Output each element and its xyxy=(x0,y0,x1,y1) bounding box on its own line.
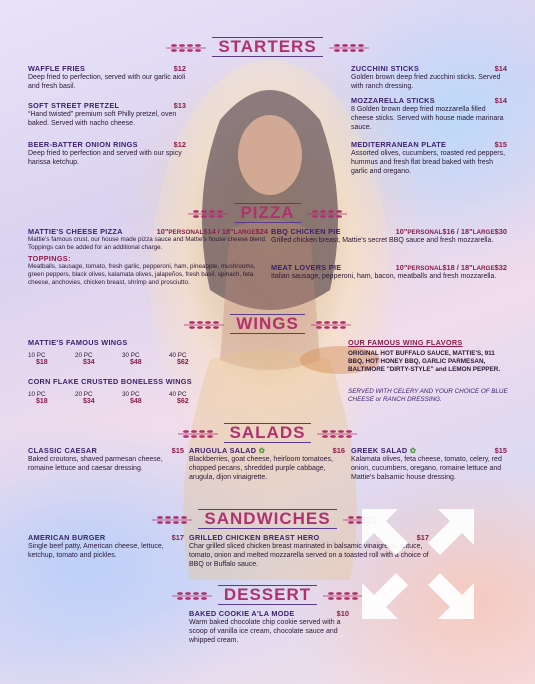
menu-item-onion-rings xyxy=(28,140,186,167)
menu-item-greek-salad xyxy=(351,446,507,482)
wing-size-option: 10 PC $18 xyxy=(28,352,48,366)
wing-flavors-box xyxy=(348,338,508,404)
item-name: CLASSIC CAESAR xyxy=(28,446,98,455)
wing-size-option: 10 PC $18 xyxy=(28,391,48,405)
leaf-flourish-ornament-icon xyxy=(305,208,349,220)
item-price: $15 xyxy=(494,446,507,455)
item-name: MEDITERRANEAN PLATE xyxy=(351,140,447,149)
leaf-flourish-ornament-icon xyxy=(182,319,226,331)
item-name: AMERICAN BURGER xyxy=(28,533,106,542)
menu-item-boneless-wings xyxy=(28,377,228,405)
menu-item-baked-cookie xyxy=(189,609,349,645)
item-name: MATTIE'S CHEESE PIZZA xyxy=(28,227,123,236)
item-price: 10"PERSONAL$18 / 18"LARGE$32 xyxy=(395,263,507,272)
wing-size-option: 20 PC $34 xyxy=(75,391,95,405)
section-title-salads: SALADS xyxy=(0,423,535,443)
menu-item-soft-pretzel xyxy=(28,101,186,128)
item-price: $14 xyxy=(494,64,507,73)
leaf-icon: ✿ xyxy=(258,446,266,455)
leaf-flourish-ornament-icon xyxy=(150,514,194,526)
menu-item-waffle-fries xyxy=(28,64,186,91)
item-name: GRILLED CHICKEN BREAST HERO xyxy=(189,533,320,542)
menu-item-bbq-chicken-pie xyxy=(271,227,507,245)
menu-item-classic-caesar xyxy=(28,446,184,473)
section-title-sandwiches: SANDWICHES xyxy=(0,509,535,529)
menu-item-famous-wings xyxy=(28,338,228,366)
section-title-wings: WINGS xyxy=(0,314,535,334)
item-description: Grilled chicken breast, Mattie's secret BBQ sauce and fresh mozzarella. xyxy=(271,237,494,244)
section-title-dessert: DESSERT xyxy=(0,585,535,605)
item-price: $15 xyxy=(494,140,507,149)
wing-size-option: 20 PC $34 xyxy=(75,352,95,366)
item-name: SOFT STREET PRETZEL xyxy=(28,101,120,110)
item-name: MOZZARELLA STICKS xyxy=(351,96,435,105)
item-description: Italian sausage, pepperoni, ham, bacon, meatballs and fresh mozzarella. xyxy=(271,273,497,280)
menu-item-arugula-salad xyxy=(189,446,345,482)
leaf-flourish-ornament-icon xyxy=(315,428,359,440)
menu-item-mattie-cheese-pizza xyxy=(28,227,268,287)
item-price: $12 xyxy=(173,64,186,73)
item-description: Char grilled sliced chicken breast marinated in balsamic vinaigrette, lettuce, tomato, onion and melted mozzarella served on a toasted roll with a choice of BBQ or Buffalo sauce. xyxy=(189,543,429,568)
section-title-pizza: PIZZA xyxy=(0,203,535,223)
wing-flavors-title: OUR FAMOUS WING FLAVORS xyxy=(348,338,463,347)
item-name: BBQ CHICKEN PIE xyxy=(271,227,341,236)
item-price: $14 xyxy=(494,96,507,105)
item-price: $16 xyxy=(332,446,345,455)
item-description: Baked croutons, shaved parmesan cheese, romaine lettuce and caesar dressing. xyxy=(28,456,163,472)
wing-size-option: 40 PC $62 xyxy=(169,391,189,405)
leaf-flourish-ornament-icon xyxy=(309,319,353,331)
item-price: $15 xyxy=(171,446,184,455)
item-name: WAFFLE FRIES xyxy=(28,64,86,73)
leaf-flourish-ornament-icon xyxy=(176,428,220,440)
item-name: MEAT LOVERS PIE xyxy=(271,263,342,272)
wing-size-option: 30 PC $48 xyxy=(122,352,142,366)
item-price: $17 xyxy=(171,533,184,542)
menu-item-zucchini-sticks xyxy=(351,64,507,91)
leaf-flourish-ornament-icon xyxy=(186,208,230,220)
item-price: 10"PERSONAL$16 / 18"LARGE$30 xyxy=(395,227,507,236)
item-price: $17 xyxy=(416,533,429,542)
item-description: Assorted olives, cucumbers, roasted red peppers, hummus and fresh flat bread baked with fresh garlic and oregano. xyxy=(351,150,506,175)
leaf-icon: ✿ xyxy=(409,446,417,455)
wing-flavors-list: ORIGINAL HOT BUFFALO SAUCE, MATTIE'S, 911 BBQ, HOT HONEY BBQ, GARLIC PARMESAN, BALTIMORE "DIRTY-STYLE" and LEMON PEPPER. xyxy=(348,350,501,373)
expand-arrows-icon[interactable] xyxy=(358,505,478,623)
item-description: Deep fried to perfection, served with our garlic aioli and fresh basil. xyxy=(28,74,186,90)
menu-item-mozzarella-sticks xyxy=(351,96,507,132)
item-price: $10 xyxy=(336,609,349,618)
item-name: ARUGULA SALAD ✿ xyxy=(189,446,266,455)
item-description: Single beef patty, American cheese, lettuce, ketchup, tomato and pickles. xyxy=(28,543,164,559)
leaf-flourish-ornament-icon xyxy=(170,590,214,602)
item-name: CORN FLAKE CRUSTED BONELESS WINGS xyxy=(28,377,192,386)
item-name: GREEK SALAD ✿ xyxy=(351,446,417,455)
menu-item-meat-lovers-pie xyxy=(271,263,507,281)
item-description: Kalamata olives, feta cheese, tomato, celery, red onion, cucumbers, oregano, romaine lettuce and Mattie's balsamic house dressing. xyxy=(351,456,502,481)
item-description: Golden brown deep fried zucchini sticks. Served with ranch dressing. xyxy=(351,74,501,90)
toppings-label: TOPPINGS: xyxy=(28,254,71,263)
item-name: BEER-BATTER ONION RINGS xyxy=(28,140,138,149)
menu-item-mediterranean-plate xyxy=(351,140,507,176)
wing-size-option: 40 PC $62 xyxy=(169,352,189,366)
item-name: ZUCCHINI STICKS xyxy=(351,64,420,73)
item-name: BAKED COOKIE A'LA MODE xyxy=(189,609,295,618)
item-description: “Hand twisted” premium soft Philly pretzel, oven baked. Served with nacho cheese. xyxy=(28,111,177,127)
item-price: 10"PERSONAL$14 / 18"LARGE$24 xyxy=(156,227,268,236)
item-name: MATTIE'S FAMOUS WINGS xyxy=(28,338,128,347)
item-description: Mattie's famous crust, our house made pizza sauce and Mattie's house cheese blend. Toppings can be added for an additional charge. xyxy=(28,236,267,251)
wing-size-option: 30 PC $48 xyxy=(122,391,142,405)
item-description: Blackberries, goat cheese, heirloom tomatoes, chopped pecans, shredded purple cabbage, arugula, dijon vinaigrette. xyxy=(189,456,333,481)
leaf-flourish-ornament-icon xyxy=(327,42,371,54)
item-description: Warm baked chocolate chip cookie served with a scoop of vanilla ice cream, chocolate sauce and whipped cream. xyxy=(189,619,341,644)
toppings-list: Meatballs, sausage, tomato, fresh garlic, pepperoni, ham, pineapple, mushrooms, green peppers, black olives, kalamata olives, jalapeños, fresh basil, spinach, feta cheese, anchovies, chicken breast, shrimp and prosciutto. xyxy=(28,263,256,286)
section-title-starters: STARTERS xyxy=(0,37,535,57)
leaf-flourish-ornament-icon xyxy=(164,42,208,54)
item-price: $12 xyxy=(173,140,186,149)
item-description: 8 Golden brown deep fried mozzarella filled cheese sticks. Served with house made marinara sauce. xyxy=(351,106,504,131)
menu-item-american-burger xyxy=(28,533,184,560)
item-description: Deep fried to perfection and served with our spicy harissa ketchup. xyxy=(28,150,182,166)
wings-served-note: SERVED WITH CELERY AND YOUR CHOICE OF BLUE CHEESE or RANCH DRESSING. xyxy=(348,388,508,403)
item-price: $13 xyxy=(173,101,186,110)
